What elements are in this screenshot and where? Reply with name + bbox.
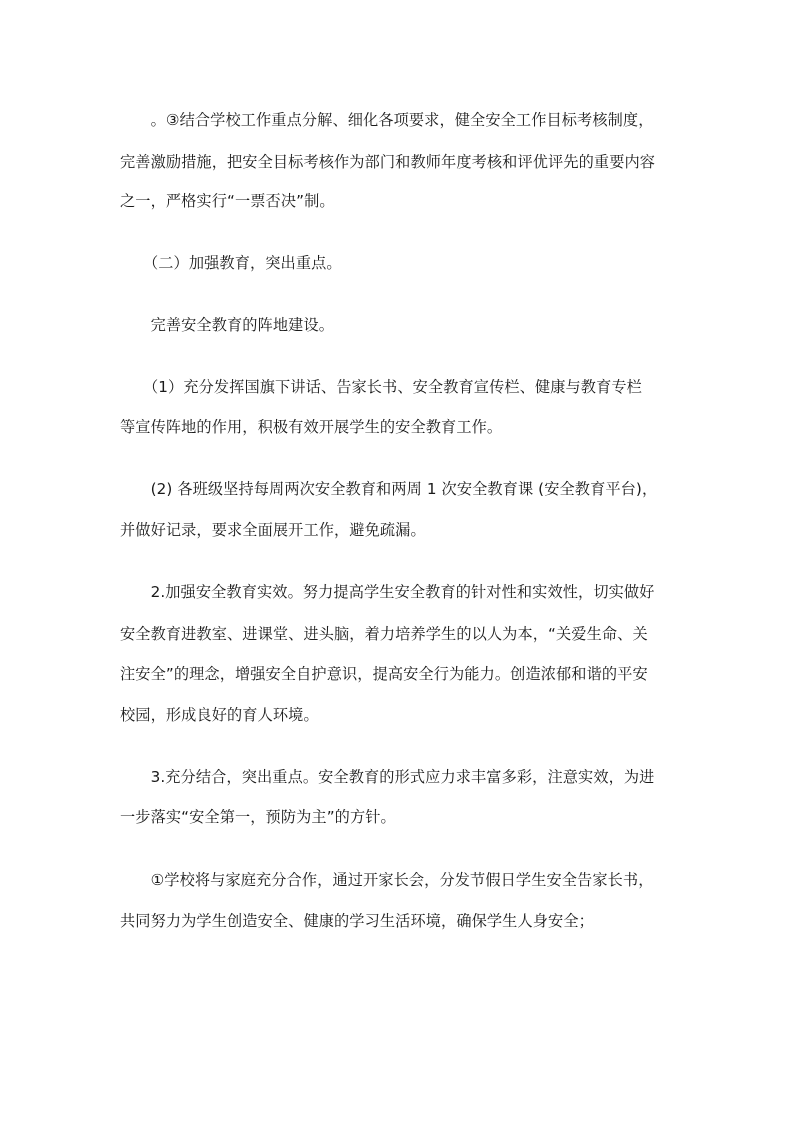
paragraph-1-line-1: 。③结合学校工作重点分解、细化各项要求，健全安全工作目标考核制度， [120,111,654,129]
paragraph-6-line-3: 注安全”的理念，增强安全自护意识，提高安全行为能力。创造浓郁和谐的平安 [120,665,648,683]
paragraph-4-line-1: （1）充分发挥国旗下讲话、告家长书、安全教育宣传栏、健康与教育专栏 [120,378,642,396]
paragraph-6-line-2: 安全教育进教室、进课堂、进头脑，着力培养学生的以人为本，“关爱生命、关 [120,625,648,643]
paragraph-1-line-3: 之一，严格实行“一票否决”制。 [120,192,335,210]
paragraph-4-line-2: 等宣传阵地的作用，积极有效开展学生的安全教育工作。 [120,418,503,436]
paragraph-6-line-1: 2.加强安全教育实效。努力提高学生安全教育的针对性和实效性，切实做好 [120,583,655,601]
paragraph-1-line-2: 完善激励措施，把安全目标考核作为部门和教师年度考核和评优评先的重要内容 [120,153,656,171]
paragraph-5-line-1: (2) 各班级坚持每周两次安全教育和两周 1 次安全教育课 (安全教育平台)， [120,480,658,498]
paragraph-2-heading: （二）加强教育，突出重点。 [120,254,342,272]
paragraph-3-line-1: 完善安全教育的阵地建设。 [120,316,335,334]
paragraph-7-line-2: 一步落实“安全第一，预防为主”的方针。 [120,808,396,826]
paragraph-5-line-2: 并做好记录，要求全面展开工作，避免疏漏。 [120,521,426,539]
paragraph-8-line-1: ①学校将与家庭充分合作，通过开家长会，分发节假日学生安全告家长书， [120,871,654,889]
paragraph-8-line-2: 共同努力为学生创造安全、健康的学习生活环境，确保学生人身安全； [120,912,594,930]
paragraph-7-line-1: 3.充分结合，突出重点。安全教育的形式应力求丰富多彩，注意实效，为进 [120,768,655,786]
paragraph-6-line-4: 校园，形成良好的育人环境。 [120,706,319,724]
